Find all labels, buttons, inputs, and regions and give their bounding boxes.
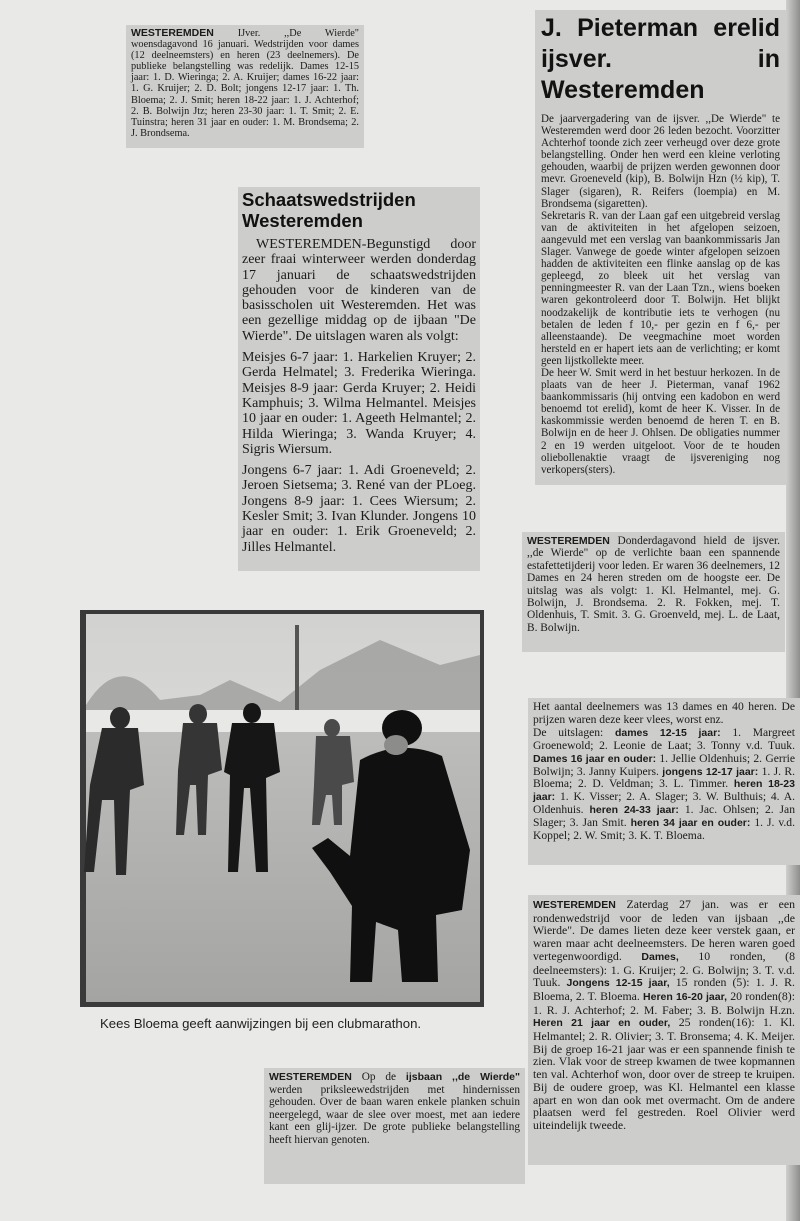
clipping-highlight: ijsbaan ,,de Wierde" [405,1071,520,1083]
clipping-intro: Het aantal deelnemers was 13 dames en 40 heren. De prijzen waren deze keer vlees, worst enz. [533,700,795,726]
news-clipping-ijsver-woensdag [126,25,364,148]
article-headline: Schaatswedstrijden Westeremden [242,189,416,231]
category-results: 1. Margreet Groenewold; 2. Leonie de Laat; 3. Tonny v.d. Tuuk. [533,725,795,752]
results-label: De uitslagen: [533,725,604,739]
clipping-dateline: WESTEREMDEN [269,1071,352,1083]
clipping-text [533,898,795,1132]
category-label: dames 12-15 jaar: [614,726,721,739]
article-paragraph: De jaarvergadering van de ijsver. ,,De Wierde" te Westeremden werd door 26 leden bezocht. Voorzitter Achterhof toonde zich zeer verheugd over deze grote belangstelling. Onder hen werd een kleine verloting gehouden, waarbij de prijzen werden gewonnen door mevr. Groeneveld (kip), B. Bolwijn Hzn (½ kip), T. Slager (sigaren), R. Reifers (loempia) en M. Brondsema (sigaretten). [541,113,780,210]
clipping-text [269,1071,520,1146]
news-clipping-priksleeen [264,1068,525,1184]
category-label: jongens 12-17 jaar: [662,765,759,778]
category-results: 1. J. R. Bloema; 2. D. Veldman; 3. L. Timmer. [533,764,796,791]
article-paragraph: De heer W. Smit werd in het bestuur herkozen. In de plaats van de heer J. Pieterman, vanaf 1962 baankommissaris (hij ontving een kadobon en werd benoemd tot erelid), komt de heer K. Visser. In de kaskommissie werden benoemd de heren T. en B. Bolwijn en de heer J. Ohlsen. De obligaties nummer 2 en 19 werden uitgeloot. Voor de te houden oliebollenaktie vraagt de ijsvereniging nog verkopers(sters). [541,366,780,476]
category-label: Dames, [641,950,679,963]
category-label: heren 24-33 jaar: [589,804,679,817]
category-results: 25 ronden(16): 1. Kl. Helmantel; 2. R. Olivier; 3. T. Bronsema; 4. K. Meijer. Bij de groep 16-21 jaar was er een spannende finish te zien. Vlak voor de streep kwamen de twee kopmannen ten val. Achterhof won, door over de streep te kruipen. Bij de oudere groep, was Kl. Helmantel een klasse apart en won dan ook met overmacht. Om de andere plaatsen werd fel gestreden. Roel Olivier werd uiteindelijk tweede. [533,1015,795,1132]
category-results: 1. K. Visser; 2. A. Slager; 3. W. Bulthuis; 4. A. Oldenhuis. [533,790,795,817]
news-clipping-rondenwedstrijd [528,895,800,1165]
category-label: heren 34 jaar en ouder: [630,817,751,830]
photo-skaters-marathon [80,610,484,1007]
coach-face [384,735,408,755]
clipping-body: Op de [351,1071,406,1083]
news-clipping-schaatswedstrijden [238,187,480,571]
category-results: 1. Jellie Oldenhuis; 2. Gerrie Bolwijn; 3. Janny Kuipers. [533,751,795,778]
article-headline: J. Pieterman erelid ijsver. in Westeremden [541,14,780,104]
clipping-text [131,28,359,139]
clipping-text [527,535,780,634]
clipping-body: Zaterdag 27 jan. was er een rondenwedstrijd voor de leden van ijsbaan ,,de Wierde". De dames lieten deze keer verstek gaan, er waren maar acht deelneemsters. De heren waren goed vertegenwoordigd. [533,897,795,963]
category-results: 10 ronden, (8 deelneemsters): 1. G. Kruijer; 2. G. Bolwijn; 3. T. v.d. Tuuk. [533,948,795,990]
clipping-body-cont: werden priksleewedstrijden met hindernissen gehouden. Over de baan waren enkele planken schuin neergelegd, waar de slee over moest, met aan iedere kant een glij-ijzer. De grote publieke belangstelling heeft hiervan genoten. [269,1083,520,1146]
category-label: Heren 16-20 jaar, [643,990,727,1003]
news-clipping-pieterman [535,10,786,485]
clipping-dateline: WESTEREMDEN [131,27,214,39]
clipping-body: Donderdagavond hield de ijsver. ,,de Wierde" op de verlichte baan een spannende estafettetijderij voor leden. Er waren 36 deelnemers, 12 Dames en 24 heren streden om de hoogste eer. De uitslag was als volgt: 1. Kl. Helmantel, mej. G. Bolwijn, J. Brondsema. 2. R. Fokken, mej. T. Oldenhuis, T. Smit. 3. G. Groenveld, mej. L. de Laat, B. Bolwijn. [527,535,780,634]
clipping-results [533,727,795,843]
category-label: Dames 16 jaar en ouder: [533,752,657,765]
news-clipping-estafette [522,532,785,652]
results-boys: Jongens 6-7 jaar: 1. Adi Groeneveld; 2. Jeroen Sietsema; 3. René van der PLoeg. Jongens 8-9 jaar: 1. Cees Wiersum; 2. Kesler Smit; 3. Ivan Klunder. Jongens 10 jaar en ouder: 1. Erik Groeneveld; 2. Jilles Helmantel. [242,463,476,555]
category-results: 1. J. v.d. Koppel; 2. W. Smit; 3. K. T. Bloema. [533,816,795,843]
category-label: Heren 21 jaar en ouder, [533,1017,671,1030]
article-paragraph: Sekretaris R. van der Laan gaf een uitgebreid verslag van de aktiviteiten in het afgelopen seizoen, aangevuld met een verslag van baankommissaris Jan Slager. Vanwege de goede winter afgelopen seizoen hadden de aktiviteiten een flinke aanslag op de kas gepleegd, zo bleek uit het verslag van penningmeester R. van der Laan Tzn., wiens boeken waren gekontroleerd door T. Bolwijn. Het blijkt noodzakelijk de kontributie iets te verhogen (nu betalen de leden f 10,- per gezin en f 6,- per alleenstaande). De veegmachine moet worden hersteld en er hapert iets aan de verlichting; er komt geen lijstkollekte meer. [541,209,780,367]
category-results: 15 ronden (5): 1. J. R. Bloema, 2. T. Bloema. [533,975,795,1003]
photo-caption: Kees Bloema geeft aanwijzingen bij een clubmarathon. [100,1016,422,1031]
clipping-dateline: WESTEREMDEN [533,899,616,911]
results-girls: Meisjes 6-7 jaar: 1. Harkelien Kruyer; 2. Gerda Helmatel; 3. Frederika Wieringa. Meisjes 8-9 jaar: Gerda Kruyer; 2. Heidi Kamphuis; 3. Wilma Helmantel. Meisjes 10 jaar en ouder: 1. Ageeth Helmantel; 2. Hilda Wieringa; 3. Wanda Kruyer; 4. Sigris Wiersum. [242,350,476,457]
category-label: Jongens 12-15 jaar, [566,977,670,990]
news-clipping-deelnemers [528,698,800,865]
category-results: 1. Jac. Ohlsen; 2. Jan Slager; 3. Jan Smit. [533,803,795,830]
category-results: 20 ronden(8): 1. R. J. Achterhof; 2. M. Faber; 3. B. Bolwijn H.zn. [533,988,795,1017]
clipping-body: IJver. ,,De Wierde" woensdagavond 16 januari. Wedstrijden voor dames (12 deelneemsters) en heren (23 deelnemers). De publieke belangstelling was redelijk. Dames 12-15 jaar: 1. D. Wieringa; 2. A. Kruijer; dames 16-22 jaar: 1. G. Kruijer; 2. D. Bolt; jongens 12-17 jaar: 1. Th. Bloema; 2. J. Smit; heren 18-22 jaar: 1. J. Achterhof; 2. B. Bolwijn Jtz; heren 23-30 jaar: 1. T. Smit; 2. E. Tuinstra; heren 31 jaar en ouder: 1. M. Brondsema; 2. J. Brondsema. [131,28,360,139]
clipping-dateline: WESTEREMDEN [527,535,610,547]
category-label: heren 18-23 jaar: [533,778,795,804]
article-intro: WESTEREMDEN-Begunstigd door zeer fraai winterweer werden donderdag 17 januari de schaatswedstrijden gehouden voor de kinderen van de basisscholen uit Westeremden. Het was een gezellige middag op de ijbaan "De Wierde". De uitslagen waren als volgt: [242,237,476,344]
photo-illustration [80,610,484,1007]
